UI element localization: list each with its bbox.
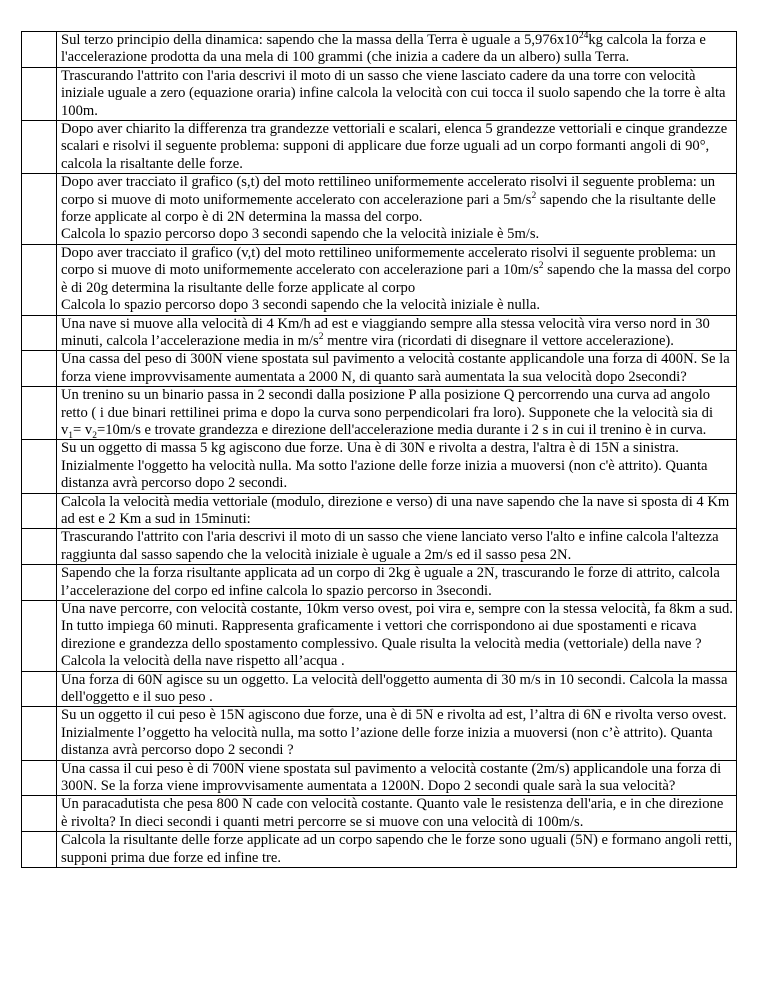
- exercise-text: [57, 529, 737, 565]
- exercise-text-segment: Dopo aver tracciato il grafico (v,t) del moto rettilineo uniformemente accelerato risolvi il seguente problema: un corpo si muove di moto uniformemente accelerato con accelerazione pari a 10m/s: [61, 244, 716, 279]
- exercise-number-cell: [22, 565, 57, 601]
- exercise-number-cell: [22, 351, 57, 387]
- exercise-text-segment: Sul terzo principio della dinamica: sapendo che la massa della Terra è uguale a 5,976x10: [61, 32, 579, 48]
- exercise-number-cell: [22, 32, 57, 68]
- exercise-text-segment: Un paracadutista che pesa 800 N cade con velocità costante. Quanto vale le resistenza dell'aria, e in che direzione è rivolta? In dieci secondi i quanti metri percorre se si muove con una velocità di 100m/s.: [61, 796, 724, 830]
- superscript-exponent: 2: [538, 261, 544, 272]
- superscript-exponent: 24: [578, 31, 589, 42]
- subscript-index: 1: [68, 430, 74, 441]
- exercise-number-cell: [22, 67, 57, 120]
- superscript-exponent: 2: [531, 190, 537, 201]
- exercise-text: [57, 671, 737, 707]
- exercise-number-cell: [22, 760, 57, 796]
- exercise-text: [57, 387, 737, 440]
- subscript-index: 2: [92, 430, 97, 441]
- exercise-row: [22, 832, 737, 868]
- exercise-number-cell: [22, 315, 57, 351]
- exercise-number-cell: [22, 601, 57, 672]
- exercise-row: [22, 315, 737, 351]
- superscript-exponent: 2: [318, 332, 324, 343]
- exercise-number-cell: [22, 440, 57, 493]
- exercise-row: [22, 121, 737, 174]
- exercise-text-segment: Una nave percorre, con velocità costante, 10km verso ovest, poi vira e, sempre con la stessa velocità, fa 8km a sud. In tutto impiega 60 minuti. Rappresenta graficamente i vettori che corrispondono ai due spostamenti e ricava direzione e grandezza dello spostamento complessivo. Quale risulta la velocità media (vettoriale) della nave ? Calcola la velocità della nave rispetto all’acqua .: [61, 601, 733, 670]
- exercise-number-cell: [22, 387, 57, 440]
- exercise-text: [57, 174, 737, 245]
- exercise-text: [57, 796, 737, 832]
- exercise-row: [22, 707, 737, 760]
- exercise-text: [57, 493, 737, 529]
- exercise-text: [57, 67, 737, 120]
- exercise-text-segment: Sapendo che la forza risultante applicata ad un corpo di 2kg è uguale a 2N, trascurando le forze di attrito, calcola l’accelerazione del corpo ed infine calcola lo spazio percorso in 3secondi.: [61, 565, 720, 599]
- exercise-text: [57, 440, 737, 493]
- exercise-text-segment: kg calcola la forza e l'accelerazione prodotta da una mela di 100 grammi (che inizia a cadere da un albero) sulla Terra.: [61, 32, 706, 66]
- exercise-row: [22, 493, 737, 529]
- exercise-text: [57, 601, 737, 672]
- exercise-text-segment: Trascurando l'attrito con l'aria descrivi il moto di un sasso che viene lanciato verso l'alto e infine calcola l'altezza raggiunta dal sasso sapendo che la velocità iniziale è uguale a 2m/s ed il sasso pesa 2N.: [61, 529, 719, 563]
- exercise-text: [57, 565, 737, 601]
- exercise-text-segment: mentre vira (ricordati di disegnare il vettore accelerazione).: [323, 332, 674, 349]
- exercise-text-segment: = v: [73, 421, 93, 438]
- exercise-row: [22, 67, 737, 120]
- exercise-row: [22, 760, 737, 796]
- exercise-text: [57, 760, 737, 796]
- exercise-text: [57, 351, 737, 387]
- exercise-text: [57, 32, 737, 68]
- exercise-table-body: [22, 32, 737, 868]
- exercise-text: [57, 832, 737, 868]
- exercise-text-segment: sapendo che la massa del corpo è di 20g determina la risultante delle forze applicate al corpo Calcola lo spazio percorso dopo 3 secondi sapendo che la velocità iniziale è nulla.: [61, 262, 731, 314]
- exercise-number-cell: [22, 244, 57, 315]
- exercise-text-segment: Su un oggetto il cui peso è 15N agiscono due forze, una è di 5N e rivolta ad est, l’altra di 6N e rivolta verso ovest. Inizialmente l’oggetto ha velocità nulla, ma sotto l’azione delle forze inizia a muoversi (non c’è attrito). Quanta distanza avrà percorso dopo 2 secondi ?: [61, 707, 727, 759]
- exercise-text-segment: =10m/s e trovate grandezza e direzione dell'accelerazione media durante i 2 s in cui il trenino è in curva.: [96, 421, 707, 438]
- exercise-number-cell: [22, 832, 57, 868]
- exercise-text-segment: sapendo che la risultante delle forze applicate al corpo è di 2N determina la massa del corpo. Calcola lo spazio percorso dopo 3 secondi sapendo che la velocità iniziale è 5m/s.: [61, 191, 716, 243]
- exercise-text-segment: Una cassa il cui peso è di 700N viene spostata sul pavimento a velocità costante (2m/s) applicandole una forza di 300N. Se la forza viene improvvisamente aumentata a 1200N. Dopo 2 secondi quale sarà la sua velocità?: [61, 760, 722, 795]
- exercise-row: [22, 671, 737, 707]
- exercise-text: [57, 121, 737, 174]
- exercise-number-cell: [22, 529, 57, 565]
- exercise-text: [57, 707, 737, 760]
- exercise-row: [22, 529, 737, 565]
- exercise-number-cell: [22, 671, 57, 707]
- exercise-number-cell: [22, 707, 57, 760]
- exercise-row: [22, 565, 737, 601]
- exercise-text-segment: Dopo aver chiarito la differenza tra grandezze vettoriali e scalari, elenca 5 grandezze vettoriali e cinque grandezze scalari e risolvi il seguente problema: supponi di applicare due forze uguali ad un corpo formanti angoli di 90°, calcola la risaltante delle forze.: [61, 121, 728, 172]
- exercise-number-cell: [22, 121, 57, 174]
- exercise-row: [22, 440, 737, 493]
- exercise-row: [22, 174, 737, 245]
- exercise-number-cell: [22, 174, 57, 245]
- exercise-text: [57, 244, 737, 315]
- exercise-text-segment: Calcola la risultante delle forze applicate ad un corpo sapendo che le forze sono uguali (5N) e formano angoli retti, supponi prima due forze ed infine tre.: [61, 832, 733, 866]
- exercise-number-cell: [22, 493, 57, 529]
- exercise-row: [22, 387, 737, 440]
- exercise-row: [22, 796, 737, 832]
- exercise-number-cell: [22, 796, 57, 832]
- exercise-text-segment: Una cassa del peso di 300N viene spostata sul pavimento a velocità costante applicandole una forza di 400N. Se la forza viene improvvisamente aumentata a 2000 N, di quanto sarà aumentata la sua velocità dopo 2secondi?: [61, 351, 730, 385]
- exercise-text: [57, 315, 737, 351]
- exercise-row: [22, 244, 737, 315]
- exercise-text-segment: Trascurando l'attrito con l'aria descrivi il moto di un sasso che viene lasciato cadere da una torre con velocità iniziale uguale a zero (equazione oraria) infine calcola la velocità con cui tocca il suolo sapendo che la torre è alta 100m.: [61, 67, 726, 119]
- exercise-text-segment: Una nave si muove alla velocità di 4 Km/h ad est e viaggiando sempre alla stessa velocità vira verso nord in 30 minuti, calcola l’accelerazione media in m/s: [61, 315, 710, 349]
- exercise-text-segment: Dopo aver tracciato il grafico (s,t) del moto rettilineo uniformemente accelerato risolvi il seguente problema: un corpo si muove di moto uniformemente accelerato con accelerazione pari a 5m/s: [61, 174, 716, 208]
- exercise-text-segment: Un trenino su un binario passa in 2 secondi dalla posizione P alla posizione Q percorrendo una curva ad angolo retto ( i due binari rettilinei prima e dopo la curva sono perpendicolari fra loro). Supponete che la velocità sia di v: [61, 387, 714, 438]
- exercise-row: [22, 601, 737, 672]
- exercise-row: [22, 351, 737, 387]
- exercise-text-segment: Su un oggetto di massa 5 kg agiscono due forze. Una è di 30N e rivolta a destra, l'altra è di 15N a sinistra. Inizialmente l'oggetto ha velocità nulla. Ma sotto l'azione delle forze inizia a muoversi (non c'è attrito). Quanta distanza avrà percorso dopo 2 secondi.: [61, 440, 708, 492]
- exercise-text-segment: Calcola la velocità media vettoriale (modulo, direzione e verso) di una nave sapendo che la nave si sposta di 4 Km ad est e 2 Km a sud in 15minuti:: [61, 493, 730, 527]
- exercise-text-segment: Una forza di 60N agisce su un oggetto. La velocità dell'oggetto aumenta di 30 m/s in 10 secondi. Calcola la massa dell'oggetto e il suo peso .: [61, 671, 728, 706]
- exercise-row: [22, 32, 737, 68]
- exercise-table: [21, 31, 737, 868]
